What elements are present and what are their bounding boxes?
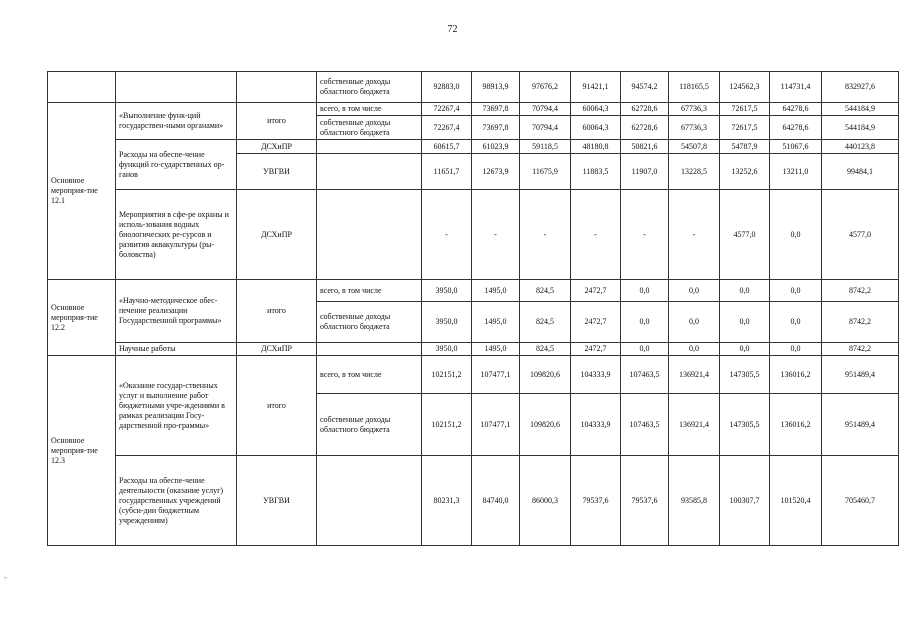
value-cell: 0,0 (669, 280, 720, 302)
value-cell: 67736,3 (669, 103, 720, 116)
funding-source-cell (317, 154, 422, 190)
value-cell: 64278,6 (770, 103, 822, 116)
expense-title-cell: Научные работы (116, 343, 237, 356)
value-cell: 98913,9 (472, 72, 520, 103)
value-cell: 91421,1 (571, 72, 621, 103)
value-cell: 13252,6 (720, 154, 770, 190)
value-cell: 72617,5 (720, 116, 770, 140)
value-cell: 136016,2 (770, 394, 822, 456)
value-cell: 100307,7 (720, 456, 770, 546)
value-cell: 80231,3 (422, 456, 472, 546)
value-cell: 0,0 (770, 280, 822, 302)
event-title-cell: «Выполнение функ-ций государствен-ными органами» (116, 103, 237, 140)
value-cell: 136016,2 (770, 356, 822, 394)
value-cell: 102151,2 (422, 356, 472, 394)
table-row (48, 456, 899, 546)
value-cell: - (669, 190, 720, 280)
total-cell: 8742,2 (822, 302, 899, 343)
value-cell: 102151,2 (422, 394, 472, 456)
total-cell: 705460,7 (822, 456, 899, 546)
table-row (48, 190, 899, 280)
value-cell: 3950,0 (422, 343, 472, 356)
executor-cell: ДСХиПР (237, 343, 317, 356)
funding-source-cell (317, 343, 422, 356)
executor-cell: итого (237, 103, 317, 140)
margin-mark: - (4, 573, 7, 582)
value-cell: - (621, 190, 669, 280)
executor-cell: итого (237, 356, 317, 456)
value-cell: 2472,7 (571, 302, 621, 343)
value-cell: 11883,5 (571, 154, 621, 190)
table-row (48, 280, 899, 302)
value-cell: 50821,6 (621, 140, 669, 154)
funding-source-cell (317, 456, 422, 546)
executor-cell: ДСХиПР (237, 140, 317, 154)
value-cell: 109820,6 (520, 356, 571, 394)
value-cell: 107463,5 (621, 356, 669, 394)
value-cell: 1495,0 (472, 280, 520, 302)
value-cell: 0,0 (621, 302, 669, 343)
total-cell: 8742,2 (822, 280, 899, 302)
executor-cell: УВГВИ (237, 456, 317, 546)
total-cell: 8742,2 (822, 343, 899, 356)
value-cell: - (422, 190, 472, 280)
value-cell: 0,0 (770, 302, 822, 343)
value-cell: 70794,4 (520, 116, 571, 140)
event-number-cell: Основное мероприя-тие 12.2 (48, 280, 116, 356)
value-cell: 3950,0 (422, 280, 472, 302)
value-cell: 72267,4 (422, 116, 472, 140)
funding-source-cell: собственные доходы областного бюджета (317, 302, 422, 343)
value-cell: 109820,6 (520, 394, 571, 456)
value-cell: 94574,2 (621, 72, 669, 103)
value-cell: - (472, 190, 520, 280)
value-cell: 136921,4 (669, 356, 720, 394)
value-cell: 107463,5 (621, 394, 669, 456)
value-cell: 11675,9 (520, 154, 571, 190)
cell (237, 72, 317, 103)
value-cell: 104333,9 (571, 356, 621, 394)
value-cell: 2472,7 (571, 280, 621, 302)
value-cell: 60064,3 (571, 103, 621, 116)
value-cell: 0,0 (720, 343, 770, 356)
total-cell: 99484,1 (822, 154, 899, 190)
value-cell: 72617,5 (720, 103, 770, 116)
value-cell: 0,0 (621, 280, 669, 302)
page-number: 72 (447, 24, 458, 35)
table-row (48, 343, 899, 356)
total-cell: 544184,9 (822, 116, 899, 140)
value-cell: 824,5 (520, 343, 571, 356)
table-row (48, 356, 899, 394)
value-cell: 0,0 (720, 280, 770, 302)
value-cell: - (520, 190, 571, 280)
table-row (48, 72, 899, 103)
table-row (48, 140, 899, 154)
value-cell: 11907,0 (621, 154, 669, 190)
value-cell: 107477,1 (472, 356, 520, 394)
expense-title-cell: Мероприятия в сфе-ре охраны и исполь-зования водных биологических ре-сурсов и развития аквакультуры (ры-боловства) (116, 190, 237, 280)
total-cell: 951489,4 (822, 394, 899, 456)
value-cell: 0,0 (669, 302, 720, 343)
executor-cell: итого (237, 280, 317, 343)
value-cell: 60064,3 (571, 116, 621, 140)
value-cell: 72267,4 (422, 103, 472, 116)
value-cell: 70794,4 (520, 103, 571, 116)
value-cell: 86000,3 (520, 456, 571, 546)
value-cell: 0,0 (621, 343, 669, 356)
value-cell: 59118,5 (520, 140, 571, 154)
value-cell: 67736,3 (669, 116, 720, 140)
value-cell: 51067,6 (770, 140, 822, 154)
value-cell: 84740,0 (472, 456, 520, 546)
value-cell: 147305,5 (720, 356, 770, 394)
total-cell: 951489,4 (822, 356, 899, 394)
executor-cell: ДСХиПР (237, 190, 317, 280)
executor-cell: УВГВИ (237, 154, 317, 190)
value-cell: - (571, 190, 621, 280)
value-cell: 79537,6 (571, 456, 621, 546)
value-cell: 64278,6 (770, 116, 822, 140)
value-cell: 107477,1 (472, 394, 520, 456)
funding-source-cell: собственные доходы областного бюджета (317, 72, 422, 103)
total-cell: 544184,9 (822, 103, 899, 116)
funding-source-cell: всего, в том числе (317, 103, 422, 116)
value-cell: 54787,9 (720, 140, 770, 154)
value-cell: 147305,5 (720, 394, 770, 456)
value-cell: 118165,5 (669, 72, 720, 103)
value-cell: 11651,7 (422, 154, 472, 190)
value-cell: 54507,8 (669, 140, 720, 154)
value-cell: 12673,9 (472, 154, 520, 190)
budget-table (47, 71, 899, 546)
funding-source-cell (317, 140, 422, 154)
event-title-cell: «Научно-методическое обес-печение реализации Государственной программы» (116, 280, 237, 343)
value-cell: 62728,6 (621, 103, 669, 116)
value-cell: 61023,9 (472, 140, 520, 154)
value-cell: 4577,0 (720, 190, 770, 280)
value-cell: 13211,0 (770, 154, 822, 190)
value-cell: 0,0 (770, 343, 822, 356)
expense-title-cell: Расходы на обеспе-чение функций го-сударственных ор-ганов (116, 140, 237, 190)
cell (48, 72, 116, 103)
cell (116, 72, 237, 103)
event-number-cell: Основное мероприя-тие 12.3 (48, 356, 116, 546)
value-cell: 2472,7 (571, 343, 621, 356)
value-cell: 1495,0 (472, 302, 520, 343)
value-cell: 101520,4 (770, 456, 822, 546)
value-cell: 13228,5 (669, 154, 720, 190)
value-cell: 60615,7 (422, 140, 472, 154)
value-cell: 79537,6 (621, 456, 669, 546)
expense-title-cell: Расходы на обеспе-чение деятельности (оказание услуг) государственных учреждений (субси-дии бюджетным учреждениям) (116, 456, 237, 546)
total-cell: 832927,6 (822, 72, 899, 103)
value-cell: 97676,2 (520, 72, 571, 103)
funding-source-cell: всего, в том числе (317, 280, 422, 302)
value-cell: 93585,8 (669, 456, 720, 546)
total-cell: 4577,0 (822, 190, 899, 280)
value-cell: 73697,8 (472, 103, 520, 116)
funding-source-cell: собственные доходы областного бюджета (317, 116, 422, 140)
event-number-cell: Основное мероприя-тие 12.1 (48, 103, 116, 280)
value-cell: 824,5 (520, 280, 571, 302)
value-cell: 62728,6 (621, 116, 669, 140)
funding-source-cell: собственные доходы областного бюджета (317, 394, 422, 456)
event-title-cell: «Оказание государ-ственных услуг и выполнение работ бюджетными учре-ждениями в рамках реализации Госу-дарственной про-граммы» (116, 356, 237, 456)
value-cell: 124562,3 (720, 72, 770, 103)
funding-source-cell: всего, в том числе (317, 356, 422, 394)
value-cell: 104333,9 (571, 394, 621, 456)
value-cell: 0,0 (770, 190, 822, 280)
value-cell: 1495,0 (472, 343, 520, 356)
funding-source-cell (317, 190, 422, 280)
value-cell: 114731,4 (770, 72, 822, 103)
total-cell: 440123,8 (822, 140, 899, 154)
value-cell: 73697,8 (472, 116, 520, 140)
value-cell: 3950,0 (422, 302, 472, 343)
value-cell: 0,0 (669, 343, 720, 356)
table-row (48, 103, 899, 116)
value-cell: 0,0 (720, 302, 770, 343)
value-cell: 92883,0 (422, 72, 472, 103)
value-cell: 824,5 (520, 302, 571, 343)
value-cell: 136921,4 (669, 394, 720, 456)
value-cell: 48180,8 (571, 140, 621, 154)
